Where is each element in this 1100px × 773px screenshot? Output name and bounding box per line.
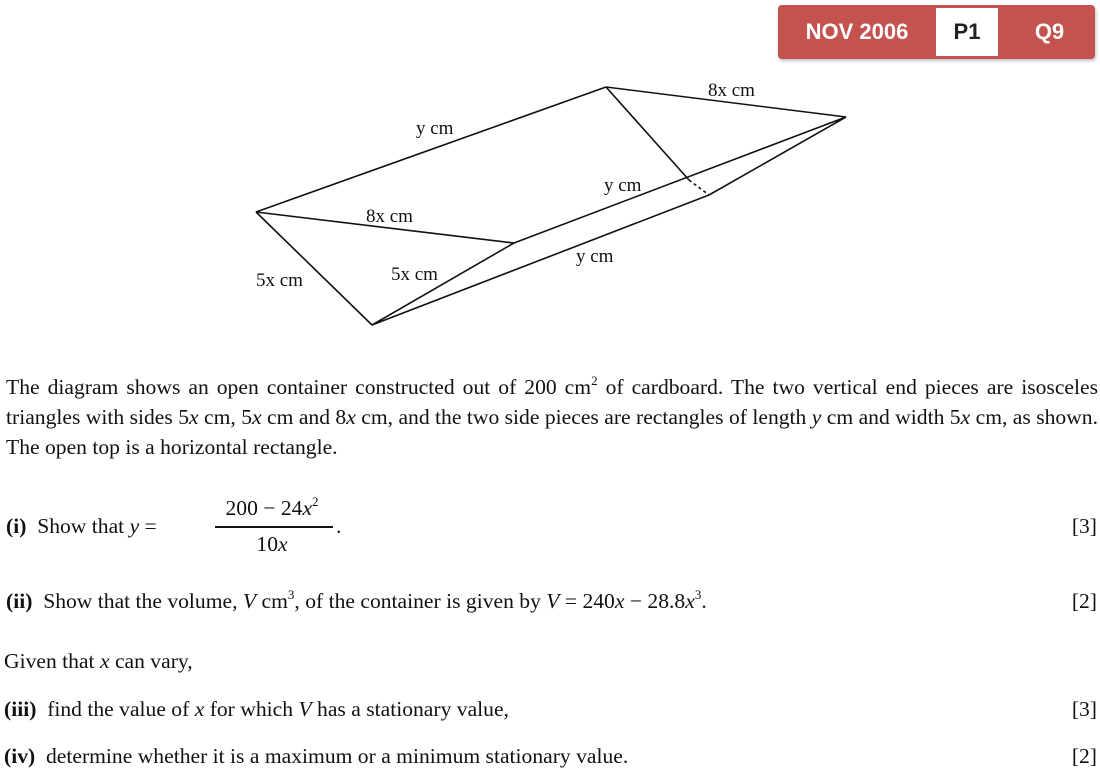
question-label: Q9 — [1034, 19, 1065, 44]
edge-left-back — [256, 212, 372, 325]
edge-right-back — [606, 87, 689, 180]
edge-right-hidden — [689, 180, 709, 195]
mark-ii: [2] — [1071, 589, 1097, 613]
label-mid-8x: 8x cm — [366, 206, 413, 227]
edge-right-front — [709, 117, 846, 195]
fraction-end: . — [336, 514, 342, 538]
part-i: (i) Show that y = — [6, 514, 157, 538]
part-iv: (iv) determine whether it is a maximum or a minimum stationary value. — [4, 744, 629, 768]
label-mid-y: y cm — [604, 175, 642, 196]
fraction-bar — [215, 526, 333, 528]
part-ii: (ii) Show that the volume, V $cm^3$, of the container is given by $V = 240x - 28.8x^3$. — [6, 587, 707, 613]
mark-iii: [3] — [1071, 697, 1097, 721]
label-inner-5x: 5x cm — [391, 264, 438, 285]
label-left-5x: 5x cm — [256, 270, 303, 291]
paper-label: P1 — [936, 8, 998, 56]
given-statement: Given that x can vary, — [4, 649, 193, 673]
intro-paragraph: The diagram shows an open container constructed out of 200 $cm^2$ of cardboard. The two vertical end pieces are isosceles triangles with sides 5x cm, 5x cm and 8x cm, and the two side pieces are rectangles of length y cm and width 5x cm, as shown. The open top is a horizontal rectangle. — [6, 373, 1099, 459]
container-diagram — [0, 0, 1100, 360]
session-label: NOV 2006 — [805, 19, 909, 44]
fraction-denominator: 10x — [256, 532, 288, 556]
part-iii: (iii) find the value of x for which V has a stationary value, — [4, 697, 509, 721]
edge-top-front — [514, 117, 846, 243]
label-top-8x: 8x cm — [708, 80, 755, 101]
fraction-numerator: $200 - 24x^2$ — [225, 494, 319, 520]
edge-top-back — [256, 87, 606, 212]
edge-bottom — [372, 195, 709, 325]
label-top-y: y cm — [416, 118, 454, 139]
label-front-y: y cm — [576, 246, 614, 267]
mark-iv: [2] — [1071, 744, 1097, 768]
mark-i: [3] — [1071, 514, 1097, 538]
